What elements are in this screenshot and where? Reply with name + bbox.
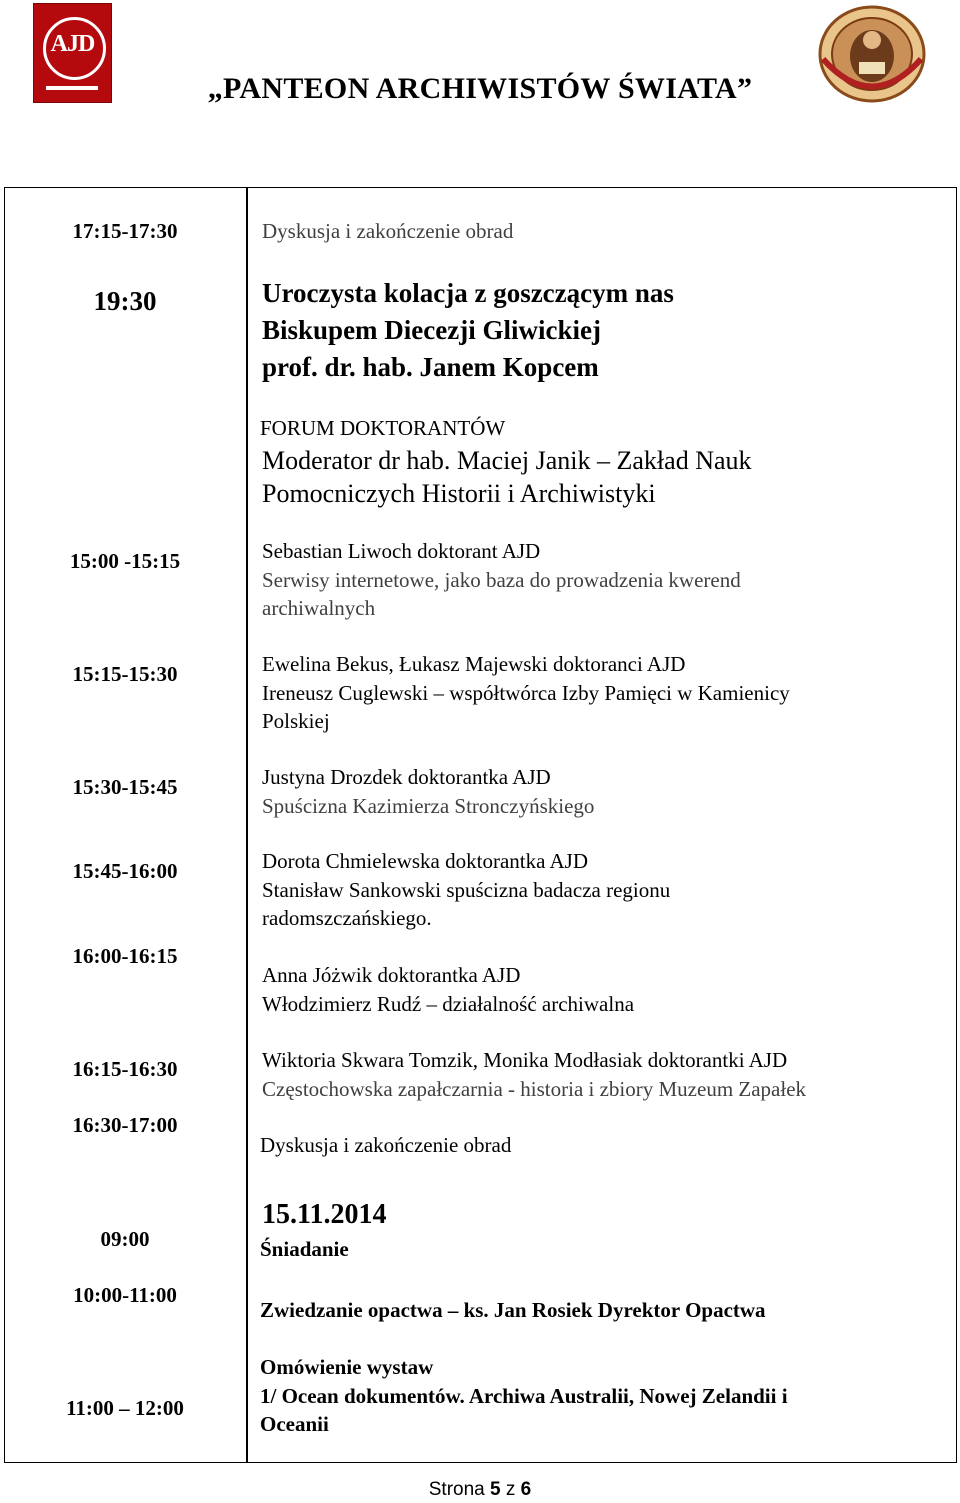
schedule-entry: Śniadanie — [260, 1237, 349, 1261]
schedule-entry: Wiktoria Skwara Tomzik, Monika Modłasiak doktorantki AJD Częstochowska zapałczarnia - historia i zbiory Muzeum Zapałek — [262, 1048, 807, 1101]
schedule-entry: Zwiedzanie opactwa – ks. Jan Rosiek Dyrektor Opactwa — [260, 1298, 766, 1322]
schedule-entry: Justyna Drozdek doktorantka AJD Spuścizna Kazimierza Stronczyńskiego — [262, 765, 595, 818]
ajd-logo: AJD — [33, 3, 112, 103]
time-cell: 16:00-16:15 — [72, 944, 178, 968]
time-cell: 09:00 — [100, 1227, 150, 1251]
time-cell: 15:15-15:30 — [72, 662, 178, 686]
schedule-entry: Dyskusja i zakończenie obrad — [260, 1133, 512, 1157]
forum-heading: FORUM DOKTORANTÓW — [260, 416, 506, 440]
schedule-entry: Dyskusja i zakończenie obrad — [262, 219, 514, 243]
schedule-entry: Anna Jóżwik doktorantka AJD Włodzimierz Rudź – działalność archiwalna — [262, 963, 635, 1016]
dinner-entry: Uroczysta kolacja z goszczącym nas Biskupem Diecezji Gliwickiej prof. dr. hab. Janem Kopcem — [262, 278, 674, 382]
schedule-entry: Dorota Chmielewska doktorantka AJD Stanisław Sankowski spuścizna badacza regionu radomszczańskiego. — [262, 849, 671, 930]
column-divider — [246, 187, 248, 1463]
schedule-entry: Sebastian Liwoch doktorant AJD Serwisy internetowe, jako baza do prowadzenia kwerend archiwalnych — [262, 539, 741, 620]
time-cell: 15:00 -15:15 — [69, 549, 181, 573]
schedule-entry: Ewelina Bekus, Łukasz Majewski doktoranci AJD Ireneusz Cuglewski – współtwórca Izby Pamięci w Kamienicy Polskiej — [262, 652, 790, 733]
time-cell: 16:30-17:00 — [72, 1113, 178, 1137]
schedule-entry: Omówienie wystaw 1/ Ocean dokumentów. Archiwa Australii, Nowej Zelandii i Oceanii — [260, 1355, 788, 1436]
page-title: „PANTEON ARCHIWISTÓW ŚWIATA” — [207, 72, 753, 105]
forum-moderator: Moderator dr hab. Maciej Janik – Zakład Nauk Pomocniczych Historii i Archiwistyki — [262, 446, 752, 508]
time-cell: 10:00-11:00 — [73, 1283, 177, 1307]
time-cell: 11:00 – 12:00 — [66, 1396, 184, 1420]
time-cell: 15:45-16:00 — [72, 859, 178, 883]
page-footer: Strona 5 z 6 — [428, 1479, 532, 1500]
day-date: 15.11.2014 — [262, 1199, 387, 1230]
time-cell: 16:15-16:30 — [72, 1057, 178, 1081]
time-cell: 17:15-17:30 — [72, 219, 178, 243]
time-cell: 19:30 — [93, 286, 157, 316]
time-cell: 15:30-15:45 — [72, 775, 178, 799]
